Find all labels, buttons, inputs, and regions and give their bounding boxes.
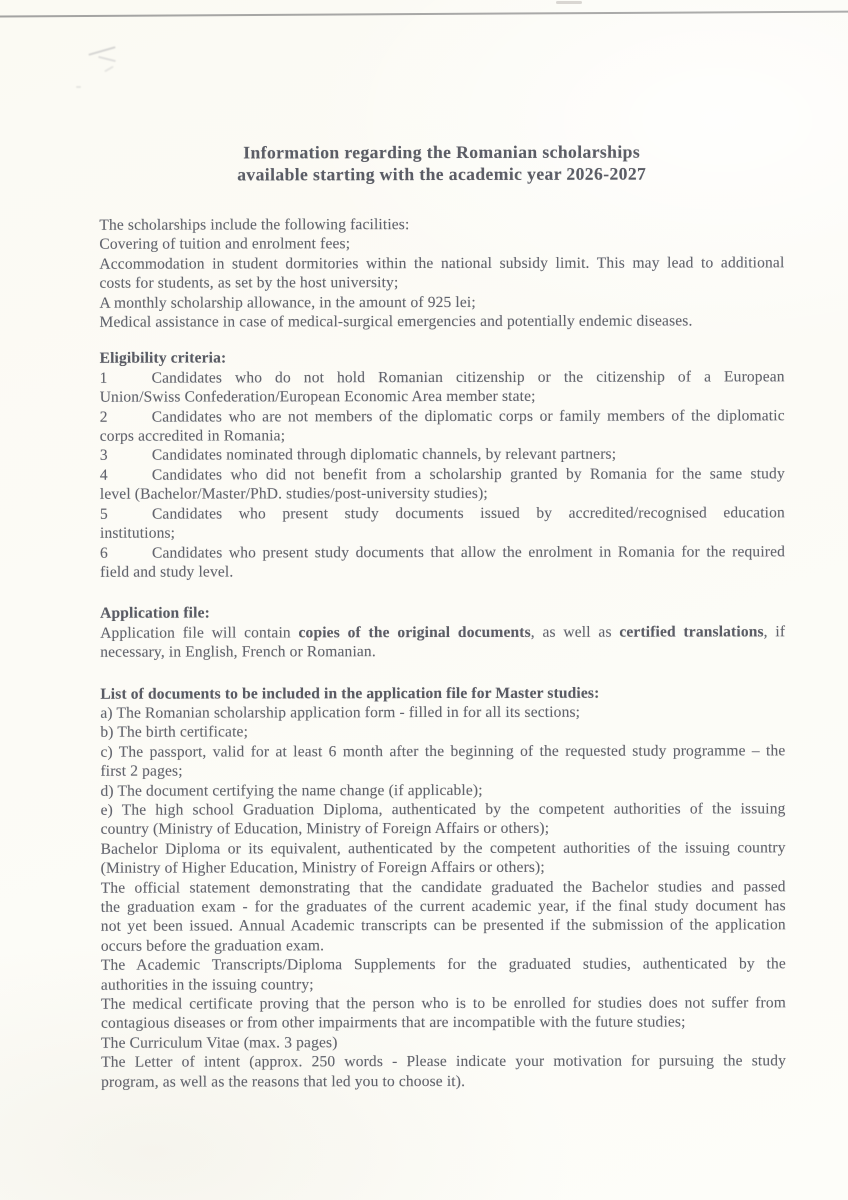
text-segment: Application file will contain: [100, 624, 299, 642]
application-file-section: [100, 603, 785, 663]
eligibility-item-line: [100, 367, 785, 388]
text-line: occurs before the graduation exam.: [100, 937, 325, 955]
text-line: a) The Romanian scholarship application form - filled in for all its sections;: [100, 703, 581, 722]
eligibility-item-line: corps accredited in Romania;: [99, 427, 286, 445]
text-line: Bachelor Diploma or its equivalent, authenticated by the competent authorities of the issuing country: [100, 839, 786, 858]
eligibility-item-line: Union/Swiss Confederation/European Economic Area member state;: [99, 388, 536, 406]
pencil-mark: [76, 86, 81, 88]
text-segment-bold: certified translations: [619, 623, 764, 641]
item-text: Candidates who did not benefit from a scholarship granted by Romania for the same study: [151, 465, 785, 484]
eligibility-item-line: field and study level.: [100, 563, 234, 581]
item-text: Candidates who do not hold Romanian citizenship or the citizenship of a European: [151, 368, 785, 387]
text-line: c) The passport, valid for at least 6 month after the beginning of the requested study programme – the: [100, 742, 786, 761]
document-title: [99, 140, 784, 185]
eligibility-section: [100, 348, 785, 582]
text-line: b) The birth certificate;: [100, 723, 249, 742]
text-line: country (Ministry of Education, Ministry of Foreign Affairs or others);: [100, 820, 550, 839]
section-heading-eligibility: Eligibility criteria:: [99, 349, 227, 368]
text-line: not yet been issued. Annual Academic transcripts can be presented if the submission of the application: [100, 916, 786, 936]
item-number: 4: [99, 466, 108, 484]
text-line: (Ministry of Higher Education, Ministry of Foreign Affairs or others);: [100, 858, 545, 877]
text-segment: , as well as: [530, 623, 620, 641]
item-number: 6: [99, 544, 108, 562]
documents-list-section: [100, 683, 786, 1092]
text-line: [100, 622, 785, 643]
text-line: program, as well as the reasons that led you to choose it).: [101, 1072, 466, 1091]
text-segment-bold: copies of the original documents: [298, 623, 531, 642]
text-segment: , if: [763, 623, 786, 641]
item-number: 5: [99, 505, 108, 523]
title-line: available starting with the academic year 2026-2027: [237, 163, 647, 185]
eligibility-item-line: [100, 445, 785, 466]
item-number: 2: [99, 408, 108, 426]
text-line: The medical certificate proving that the person who is to be enrolled for studies does not suffer from: [100, 994, 786, 1013]
item-number: 3: [99, 447, 108, 465]
text-line: Covering of tuition and enrolment fees;: [99, 235, 351, 254]
eligibility-item-line: level (Bachelor/Master/PhD. studies/post-university studies);: [99, 485, 488, 503]
text-line: The scholarships include the following facilities:: [99, 216, 410, 234]
title-line: Information regarding the Romanian scholarships: [243, 141, 641, 163]
text-line: authorities in the issuing country;: [100, 975, 314, 994]
text-line: e) The high school Graduation Diploma, authenticated by the competent authorities of the issuing: [100, 800, 786, 819]
facilities-paragraph: [99, 214, 784, 332]
text-line: costs for students, as set by the host university;: [99, 274, 399, 292]
eligibility-item-line: institutions;: [99, 524, 176, 542]
item-text: Candidates who present study documents issued by accredited/recognised education: [151, 503, 785, 523]
eligibility-item-line: [100, 406, 785, 427]
text-line: the graduation exam - for the graduates of the current academic year, if the final study document has: [100, 897, 786, 916]
text-line: The official statement demonstrating that the candidate graduated the Bachelor studies and passed: [100, 877, 786, 897]
text-line: d) The document certifying the name change (if applicable);: [100, 781, 483, 800]
text-line: The Letter of intent (approx. 250 words - Please indicate your motivation for pursuing the study: [101, 1052, 787, 1071]
text-line: A monthly scholarship allowance, in the amount of 925 lei;: [99, 293, 476, 312]
text-line: The Curriculum Vitae (max. 3 pages): [101, 1034, 338, 1052]
item-text: Candidates nominated through diplomatic channels, by relevant partners;: [151, 446, 617, 465]
eligibility-item-line: [100, 542, 785, 563]
eligibility-item-line: [100, 464, 785, 485]
section-heading-documents-list: List of documents to be included in the application file for Master studies:: [100, 684, 600, 703]
section-heading-application-file: Application file:: [100, 604, 210, 623]
text-line: Medical assistance in case of medical-surgical emergencies and potentially endemic diseases.: [99, 312, 693, 331]
item-text: Candidates who present study documents that allow the enrolment in Romania for the required: [151, 542, 786, 562]
text-line: The Academic Transcripts/Diploma Supplements for the graduated studies, authenticated by the: [100, 955, 786, 974]
text-line: first 2 pages;: [100, 762, 183, 780]
text-line: contagious diseases or from other impairments that are incompatible with the future studies;: [100, 1013, 686, 1033]
text-line: necessary, in English, French or Romanian.: [100, 643, 376, 661]
document-content: [99, 0, 786, 1092]
item-number: 1: [99, 369, 108, 387]
text-line: Accommodation in student dormitories within the national subsidy limit. This may lead to additional: [99, 254, 785, 273]
eligibility-item-line: [100, 503, 785, 524]
item-text: Candidates who are not members of the diplomatic corps or family members of the diplomatic: [151, 406, 785, 426]
